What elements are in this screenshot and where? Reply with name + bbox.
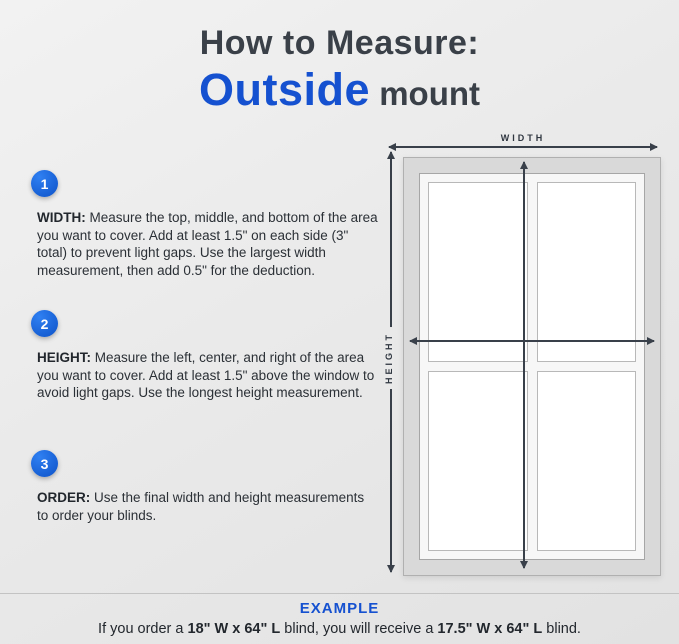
example-received-size: 17.5" W x 64" L [437,621,543,637]
inner-height-arrow-icon [523,162,525,568]
window-sash [419,173,645,560]
example-ordered-size: 18" W x 64" L [187,621,281,637]
page-title [0,24,679,116]
height-measure-label: HEIGHT [384,327,394,389]
title-line-1: How to Measure: [199,24,480,62]
example-suffix: blind. [542,621,581,637]
window-illustration [403,157,661,576]
step-3-body: Use the final width and height measurements to order your blinds. [37,490,365,523]
step-3 [31,450,379,524]
example-prefix: If you order a [98,621,188,637]
window-panes [428,182,636,551]
step-1 [31,170,379,279]
example-text [0,621,679,637]
title-accent-word: Outside [198,64,371,115]
step-2-label: HEIGHT: [37,350,91,365]
window-pane [428,182,528,362]
step-3-text [31,489,379,524]
width-arrow-icon [389,146,657,148]
step-3-label: ORDER: [37,490,91,505]
step-1-badge: 1 [31,170,58,197]
window-pane [537,182,637,362]
step-1-body: Measure the top, middle, and bottom of the area you want to cover. Add at least 1.5" on each side (3" total) to prevent light gaps. Use the largest width measurement, then add 0.5" for the deduction. [37,210,378,278]
width-measure-label: WIDTH [500,133,546,143]
step-1-text [31,209,379,279]
example-heading: EXAMPLE [299,600,380,617]
window-pane [428,371,528,551]
inner-width-arrow-icon [410,340,654,342]
step-2-badge: 2 [31,310,58,337]
step-3-badge: 3 [31,450,58,477]
step-2-text [31,349,379,402]
step-2 [31,310,379,402]
title-line-2 [0,64,679,116]
window-pane [537,371,637,551]
step-1-label: WIDTH: [37,210,86,225]
example-mid: blind, you will receive a [280,621,438,637]
title-rest-word: mount [379,75,480,112]
step-2-body: Measure the left, center, and right of the area you want to cover. Add at least 1.5" above the window to avoid light gaps. Use the longest height measurement. [37,350,375,400]
footer-divider [0,593,679,594]
